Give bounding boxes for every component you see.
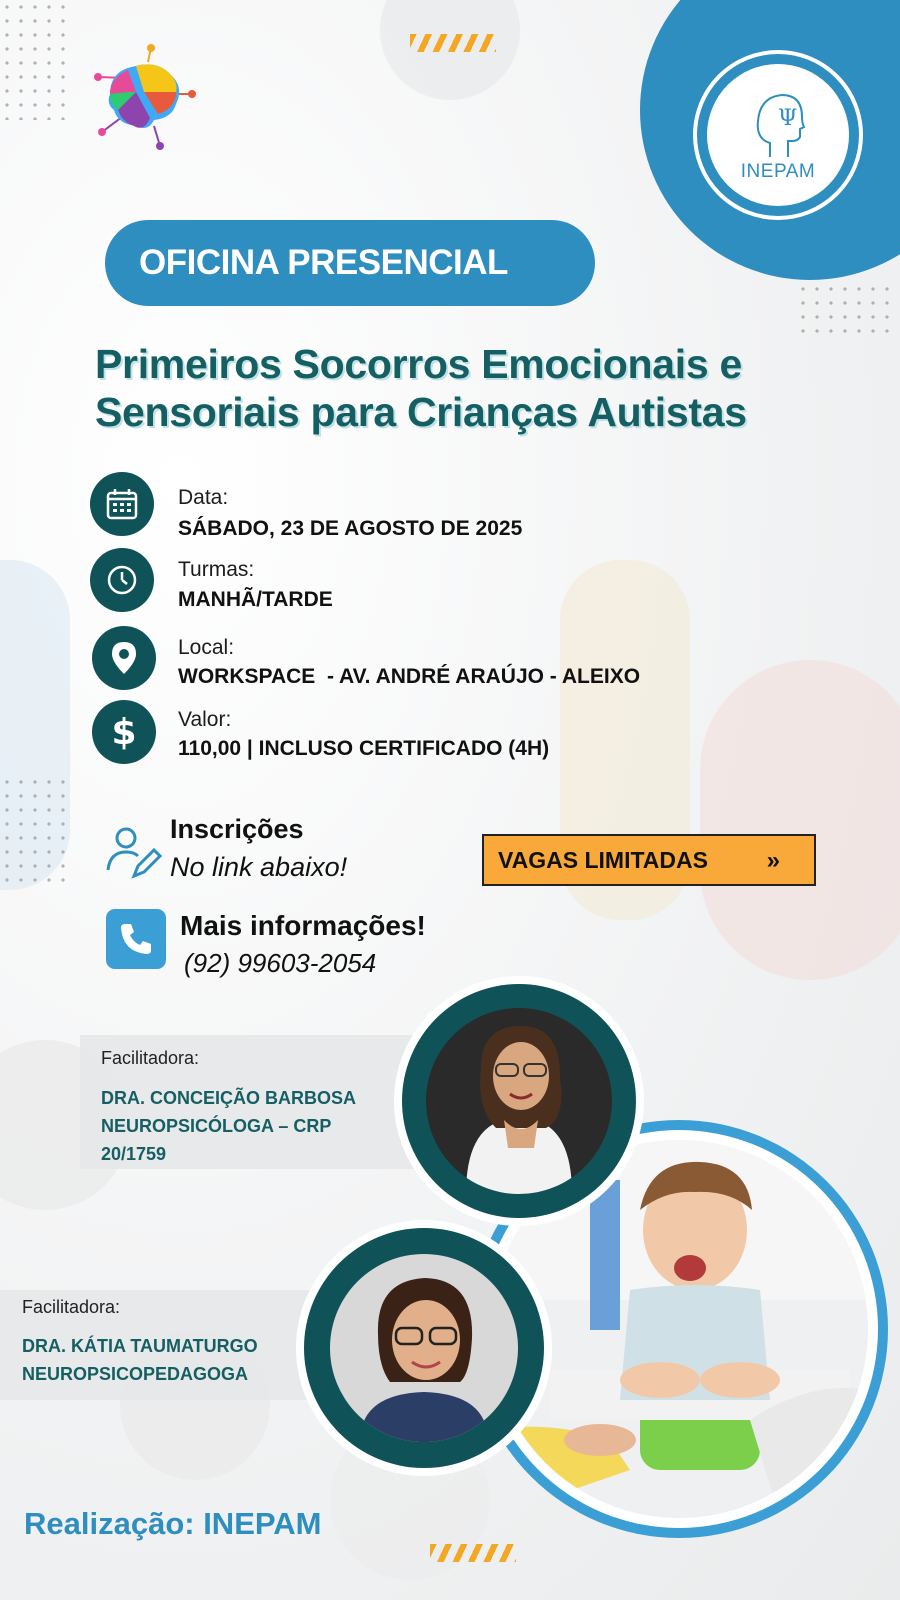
brain-icon (88, 42, 198, 152)
svg-text:Ψ: Ψ (778, 106, 798, 131)
decorative-stripes (410, 34, 496, 52)
organizer-credit: Realização: INEPAM (24, 1506, 322, 1541)
event-title (95, 340, 885, 436)
facilitator-name (22, 1332, 258, 1388)
event-type-label: OFICINA PRESENCIAL (139, 243, 508, 282)
dot-pattern (0, 0, 70, 120)
facilitator-title-line: NEUROPSICÓLOGA – CRP (101, 1116, 332, 1136)
limited-spots-button[interactable] (482, 834, 816, 886)
background-shape (700, 660, 900, 980)
facilitator-name (101, 1084, 356, 1168)
title-line-1: Primeiros Socorros Emocionais e (95, 341, 742, 387)
decorative-stripes (430, 1544, 516, 1562)
event-type-badge (105, 220, 595, 306)
dot-pattern (796, 282, 896, 342)
facilitator-photo (426, 1008, 612, 1194)
facilitator-name-line: DRA. KÁTIA TAUMATURGO (22, 1336, 258, 1356)
classes-value: MANHÃ/TARDE (178, 588, 333, 611)
title-line-2: Sensoriais para Crianças Autistas (95, 389, 747, 435)
more-info-title: Mais informações! (180, 910, 426, 941)
facilitator-registration-line: 20/1759 (101, 1144, 167, 1164)
classes-label: Turmas: (178, 558, 255, 581)
facilitator-name-line: DRA. CONCEIÇÃO BARBOSA (101, 1088, 357, 1108)
date-label: Data: (178, 486, 229, 509)
registration-title: Inscrições (170, 814, 304, 844)
inepam-logo (707, 64, 849, 206)
facilitator-label: Facilitadora: (22, 1297, 121, 1317)
clock-icon (90, 548, 154, 612)
dot-pattern (0, 775, 70, 885)
psychology-head-icon (748, 87, 808, 159)
user-edit-icon (104, 822, 164, 887)
logo-text: INEPAM (740, 161, 816, 182)
location-value: WORKSPACE - AV. ANDRÉ ARAÚJO - ALEIXO (178, 665, 641, 688)
date-value: SÁBADO, 23 DE AGOSTO DE 2025 (178, 517, 523, 540)
double-chevron-right-icon: » (766, 847, 780, 874)
facilitator-label: Facilitadora: (101, 1048, 200, 1068)
calendar-icon (90, 472, 154, 536)
price-value: 110,00 | INCLUSO CERTIFICADO (4H) (178, 737, 550, 760)
dollar-icon: $ (92, 700, 156, 764)
registration-subtitle: No link abaixo! (170, 852, 348, 882)
location-label: Local: (178, 636, 235, 659)
facilitator-photo (330, 1254, 518, 1442)
facilitator-title-line: NEUROPSICOPEDAGOGA (22, 1364, 249, 1384)
phone-number[interactable]: (92) 99603-2054 (184, 948, 377, 978)
limited-spots-label: VAGAS LIMITADAS (498, 846, 708, 873)
phone-icon[interactable] (106, 909, 166, 969)
price-label: Valor: (178, 708, 232, 731)
location-pin-icon (92, 626, 156, 690)
